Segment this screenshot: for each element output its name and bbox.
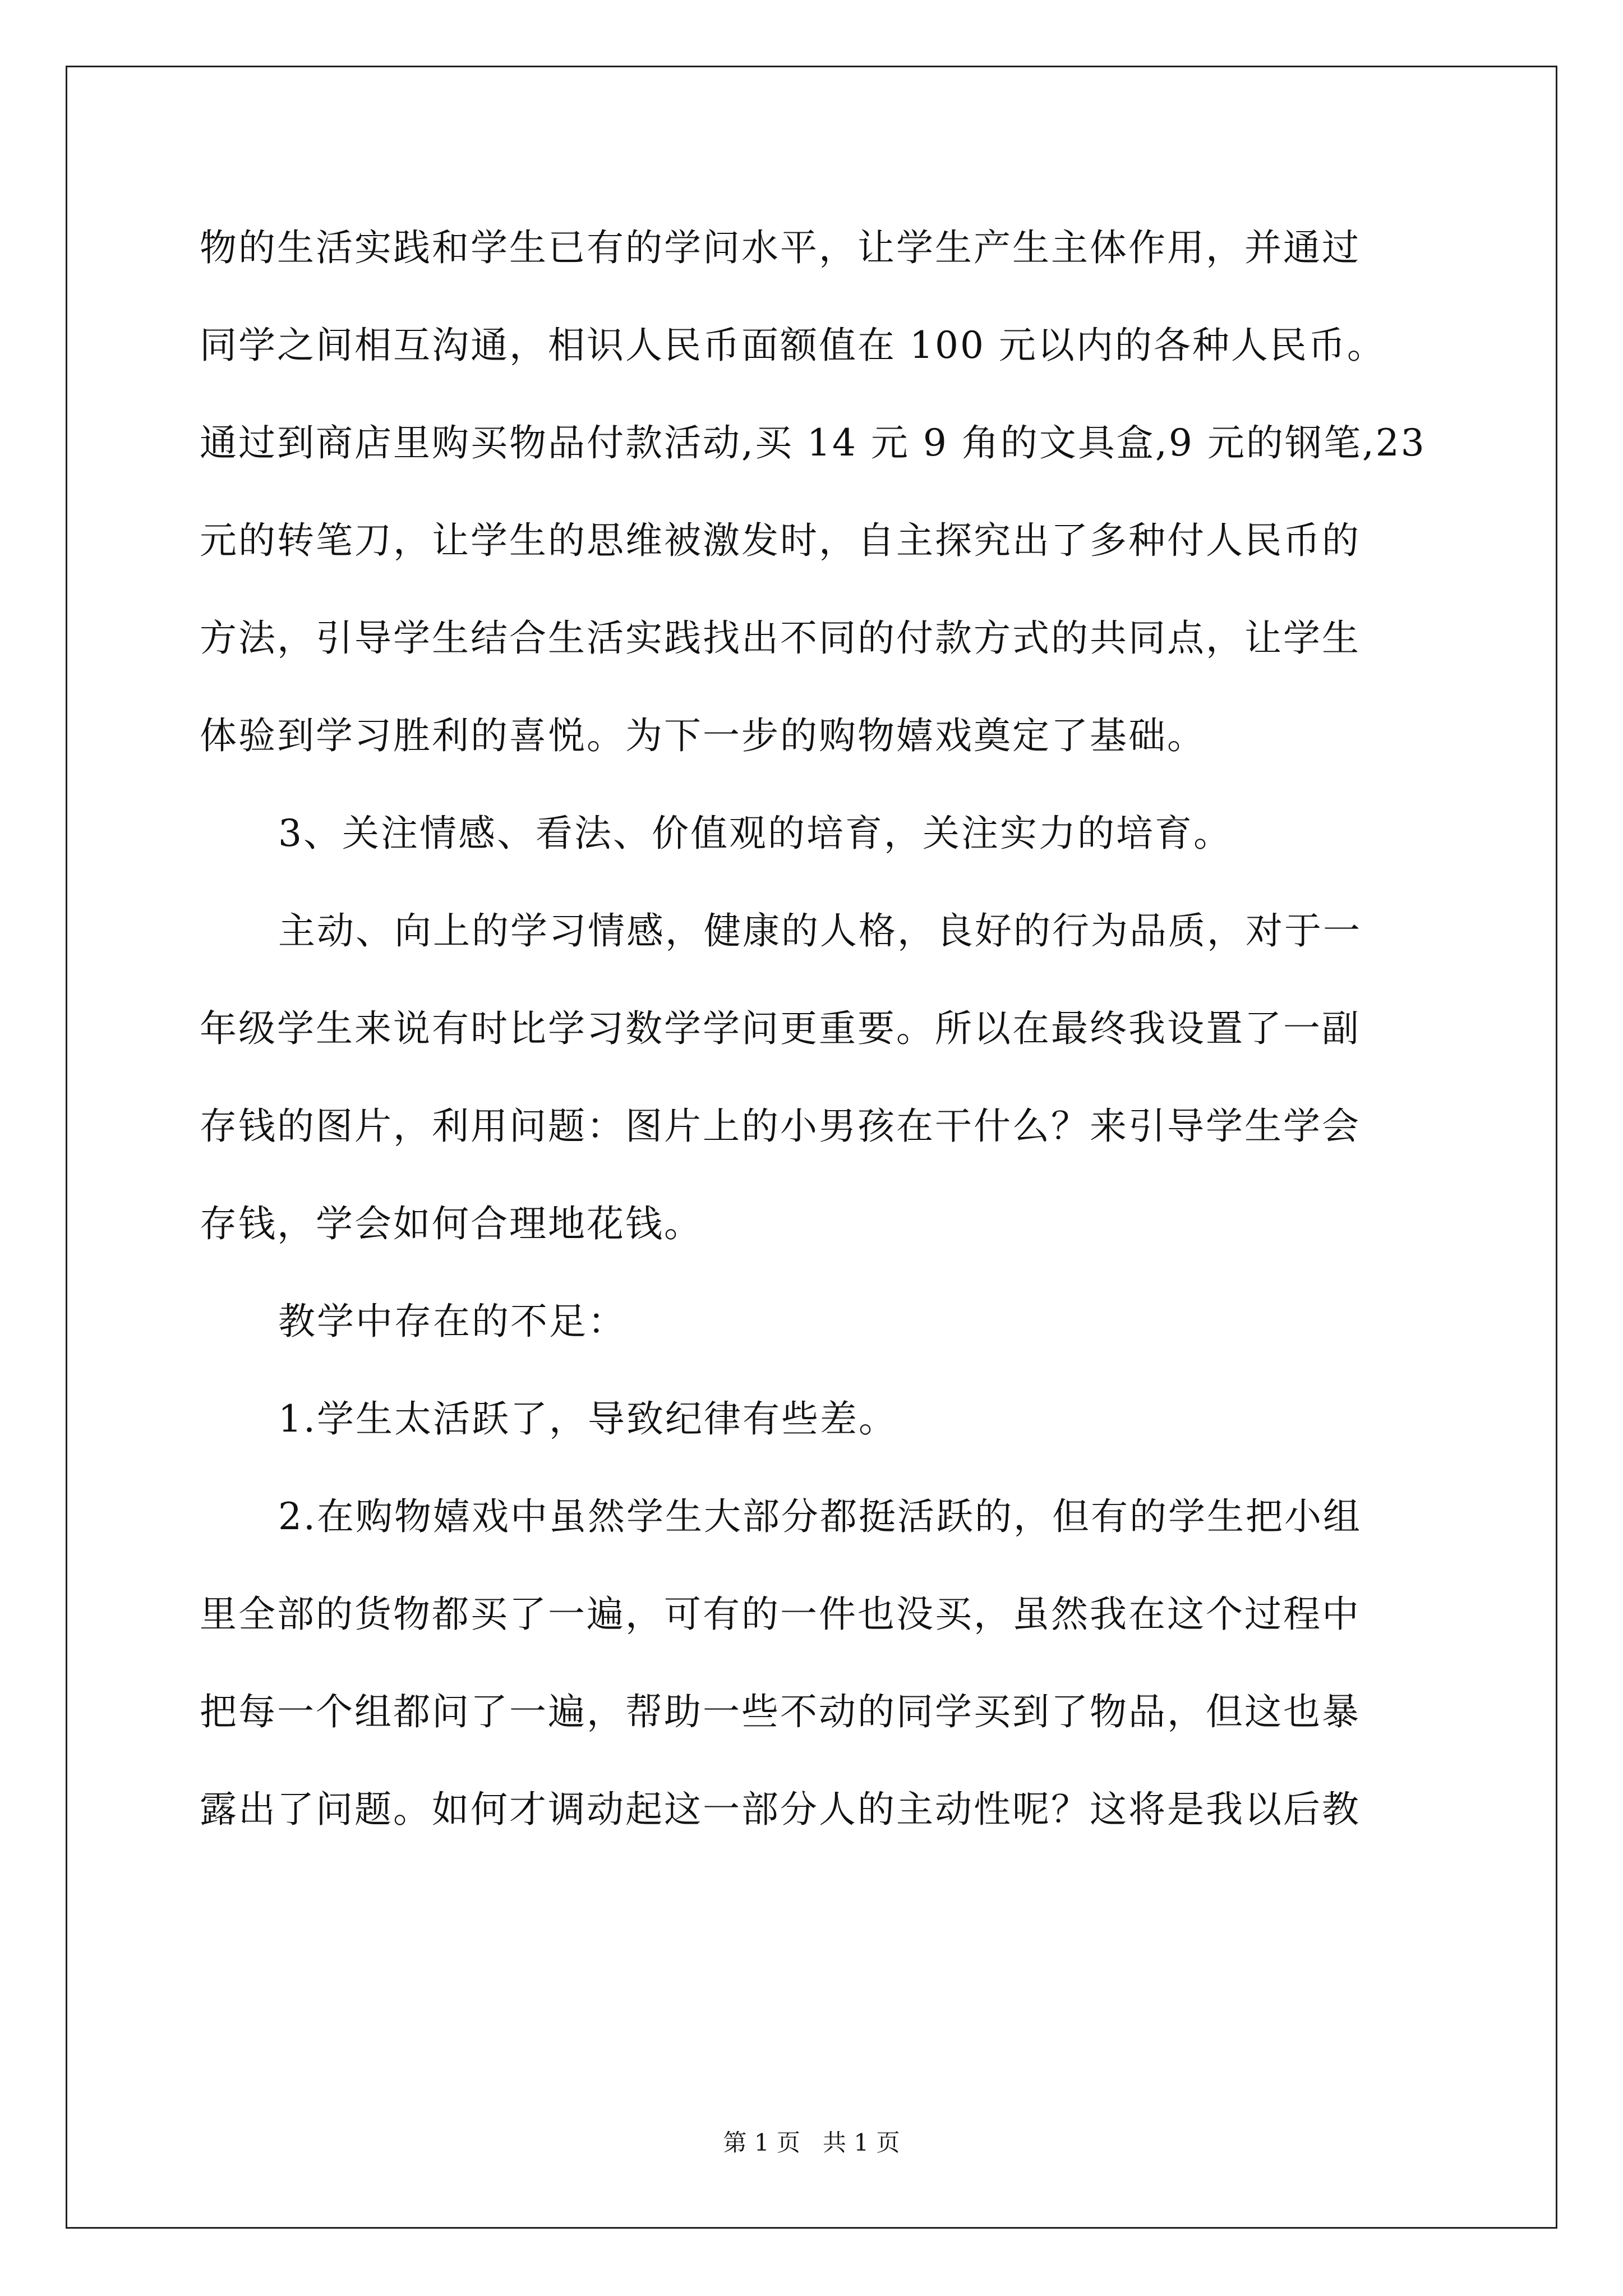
page-footer: 第 1 页 共 1 页 [723,2129,900,2156]
text-line: 存钱，学会如何合理地花钱。 [200,1202,703,1245]
text-line: 体验到学习胜利的喜悦。为下一步的购物嬉戏奠定了基础。 [200,714,1206,757]
text-line: 年级学生来说有时比学习数学学问更重要。所以在最终我设置了一副 [200,1007,1361,1050]
text-line: 把每一个组都问了一遍，帮助一些不动的同学买到了物品，但这也暴 [200,1690,1361,1733]
text-line: 主动、向上的学习情感，健康的人格，良好的行为品质，对于一 [278,909,1362,953]
section-heading: 教学中存在的不足： [278,1300,626,1343]
document-body [200,199,1433,1858]
list-item: 1.学生太活跃了，导致纪律有些差。 [278,1397,897,1441]
section-heading: 3、关注情感、看法、价值观的培育，关注实力的培育。 [278,812,1232,855]
text-line: 通过到商店里购买物品付款活动,买 14 元 9 角的文具盒,9 元的钢笔,23 [200,421,1426,464]
text-line: 里全部的货物都买了一遍，可有的一件也没买，虽然我在这个过程中 [200,1593,1361,1636]
text-line: 同学之间相互沟通，相识人民币面额值在 100 元以内的各种人民币。 [200,324,1386,367]
text-line: 方法，引导学生结合生活实践找出不同的付款方式的共同点，让学生 [200,616,1361,660]
text-line: 存钱的图片，利用问题：图片上的小男孩在干什么？来引导学生学会 [200,1105,1361,1148]
list-item: 2.在购物嬉戏中虽然学生大部分都挺活跃的，但有的学生把小组 [278,1495,1362,1538]
text-line: 露出了问题。如何才调动起这一部分人的主动性呢？这将是我以后教 [200,1788,1361,1831]
text-line: 元的转笔刀，让学生的思维被激发时，自主探究出了多种付人民币的 [200,519,1361,562]
text-line: 物的生活实践和学生已有的学问水平，让学生产生主体作用，并通过 [200,226,1361,269]
